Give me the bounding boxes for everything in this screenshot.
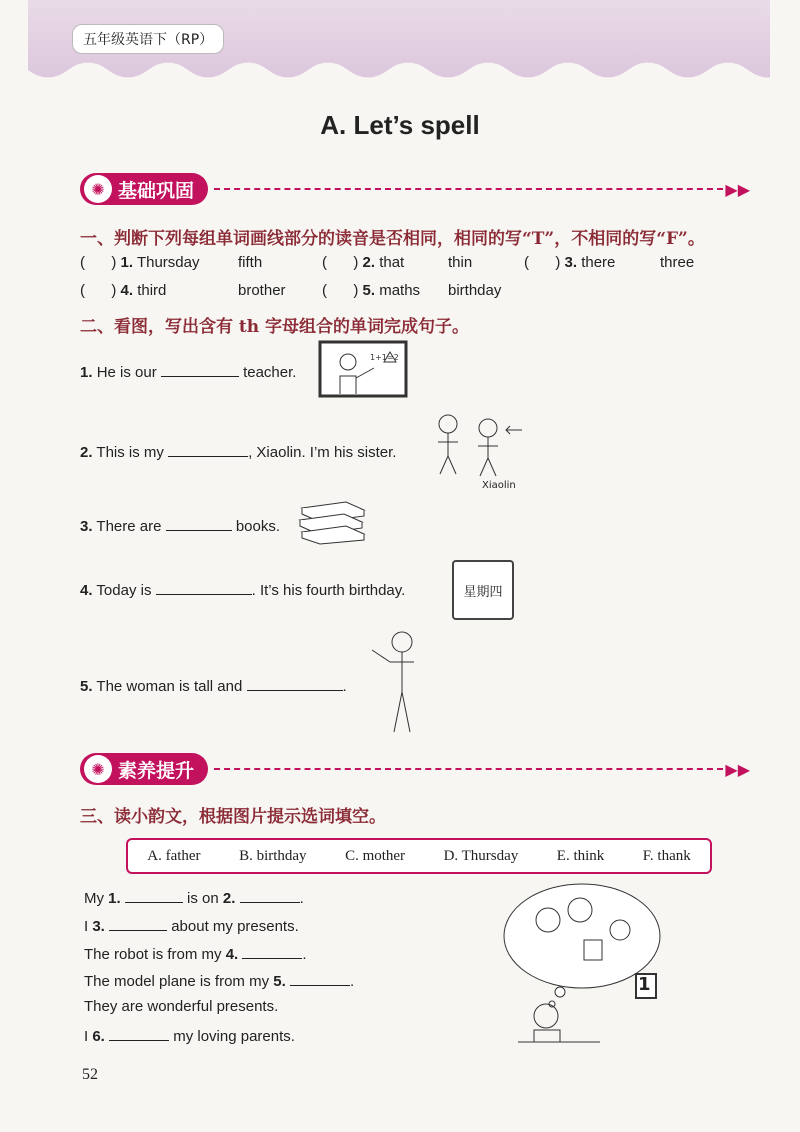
section-heading-basic [80, 172, 750, 206]
sentence-text: This is my [96, 444, 164, 461]
q1-item-5-w2: birthday [448, 282, 502, 299]
line-text: . [302, 946, 307, 963]
q1-item-1-w2: fifth [238, 254, 263, 271]
q2-sentence-5 [80, 676, 347, 695]
sentence-text: . [342, 678, 347, 695]
word-1: there [581, 254, 616, 271]
item-number: 1. [108, 890, 121, 907]
section-heading-text: 素养提升 [118, 759, 195, 782]
calendar-number: 1 [638, 974, 651, 995]
q1-item-2-w2: thin [448, 254, 473, 271]
item-number: 4. [80, 582, 93, 599]
section-pill [80, 173, 208, 205]
calendar-icon [452, 560, 514, 620]
page-title: A. Let’s spell [320, 110, 480, 140]
q2-title: 二、看图，写出含有 th 字母组合的单词完成句子。 [80, 317, 470, 337]
q1-item-5 [322, 282, 420, 299]
answer-blank[interactable] [242, 944, 302, 959]
q2-sentence-1 [80, 362, 296, 381]
q1-item-1 [80, 254, 199, 271]
line-text: I [84, 1028, 93, 1045]
answer-blank[interactable] [168, 442, 248, 457]
item-number: 2. [362, 254, 376, 271]
word-1: third [137, 282, 167, 299]
teacher-blackboard-illustration [318, 340, 408, 398]
item-number: 2. [80, 444, 93, 461]
q3-title: 三、读小韵文，根据图片提示选词填空。 [80, 807, 386, 827]
item-number: 4. [225, 946, 239, 963]
wavy-edge [28, 60, 770, 90]
section-pill [80, 753, 208, 785]
answer-blank[interactable] [166, 516, 232, 531]
paren-close: ) [111, 282, 117, 299]
option-d: D. Thursday [443, 847, 519, 864]
rhyme-line-5: They are wonderful presents. [84, 998, 279, 1015]
sentence-text: The woman is tall and [96, 678, 243, 695]
sentence-text: teacher. [243, 364, 297, 381]
q1-item-4 [80, 282, 166, 299]
answer-blank[interactable] [240, 888, 300, 903]
q1-item-4-w2: brother [238, 282, 286, 299]
svg-text:1+1=2: 1+1=2 [370, 353, 399, 362]
line-text: The robot is from my [84, 946, 226, 963]
q1-title: 一、判断下列每组单词画线部分的读音是否相同，相同的写“T”，不相同的写“F”。 [80, 229, 705, 249]
item-number: 6. [92, 1028, 105, 1045]
answer-blank[interactable] [156, 580, 252, 595]
option-f: F. thank [642, 847, 691, 864]
option-b: B. birthday [239, 847, 307, 864]
lightbulb-icon: ✺ [84, 175, 112, 203]
lightbulb-icon: ✺ [84, 755, 112, 783]
rhyme-line-1 [84, 888, 304, 907]
double-arrow-icon: ▶▶ [725, 179, 750, 199]
q2-sentence-3 [80, 516, 280, 535]
section-heading-advanced [80, 752, 750, 786]
answer-blank[interactable] [161, 362, 239, 377]
sentence-text: books. [235, 518, 281, 535]
answer-blank[interactable] [247, 676, 343, 691]
line-text: is on [182, 890, 223, 907]
sentence-text: There are [96, 518, 162, 535]
item-number: 3. [564, 254, 578, 271]
item-number: 1. [80, 364, 93, 381]
item-number: 3. [80, 518, 93, 535]
rhyme-line-4 [84, 971, 354, 990]
q2-sentence-4 [80, 580, 405, 599]
line-text: I [84, 918, 93, 935]
books-illustration [296, 498, 368, 546]
option-c: C. mother [345, 847, 406, 864]
line-text: My [84, 890, 109, 907]
sentence-text: , Xiaolin. I’m his sister. [248, 444, 397, 461]
rhyme-line-6 [84, 1026, 295, 1045]
rhyme-line-2 [84, 916, 299, 935]
item-number: 3. [92, 918, 105, 935]
option-e: E. think [556, 847, 605, 864]
page-number: 52 [82, 1066, 98, 1083]
item-number: 5. [80, 678, 93, 695]
woman-illustration [366, 626, 426, 736]
paren-close: ) [111, 254, 117, 271]
dashed-line [214, 188, 723, 190]
rhyme-line-3 [84, 944, 307, 963]
word-1: Thursday [136, 254, 200, 271]
paren-open: ( [80, 282, 85, 299]
siblings-illustration [430, 410, 530, 480]
family-thought-illustration [500, 880, 668, 1046]
line-text: . [299, 890, 304, 907]
q1-item-2 [322, 254, 404, 271]
item-number: 4. [120, 282, 134, 299]
paren-open: ( [322, 282, 327, 299]
sentence-text: He is our [96, 364, 157, 381]
section-heading-text: 基础巩固 [118, 179, 195, 202]
q1-item-3 [524, 254, 615, 271]
answer-blank[interactable] [109, 1026, 169, 1041]
sentence-text: . It’s his fourth birthday. [251, 582, 406, 599]
item-number: 1. [120, 254, 134, 271]
paren-close: ) [353, 254, 359, 271]
xiaolin-caption: Xiaolin [482, 480, 516, 491]
calendar-day-text: 星期四 [463, 584, 503, 600]
answer-blank[interactable] [290, 971, 350, 986]
paren-open: ( [80, 254, 85, 271]
answer-blank[interactable] [125, 888, 183, 903]
paren-close: ) [353, 282, 359, 299]
q1-item-3-w2: three [660, 254, 695, 271]
book-label: 五年级英语下（RP） [72, 24, 224, 54]
word-1: maths [379, 282, 421, 299]
q2-sentence-2 [80, 442, 396, 461]
word-1: that [379, 254, 405, 271]
line-text: my loving parents. [169, 1028, 295, 1045]
word-options-box [126, 838, 712, 874]
item-number: 5. [273, 973, 286, 990]
dashed-line [214, 768, 723, 770]
paren-close: ) [555, 254, 561, 271]
paren-open: ( [322, 254, 327, 271]
line-text: The model plane is from my [84, 973, 274, 990]
line-text: . [349, 973, 355, 990]
paren-open: ( [524, 254, 529, 271]
line-text: about my presents. [167, 918, 299, 935]
option-a: A. father [147, 847, 201, 864]
answer-blank[interactable] [109, 916, 167, 931]
item-number: 5. [362, 282, 376, 299]
sentence-text: Today is [96, 582, 152, 599]
double-arrow-icon: ▶▶ [725, 759, 750, 779]
item-number: 2. [222, 890, 236, 907]
